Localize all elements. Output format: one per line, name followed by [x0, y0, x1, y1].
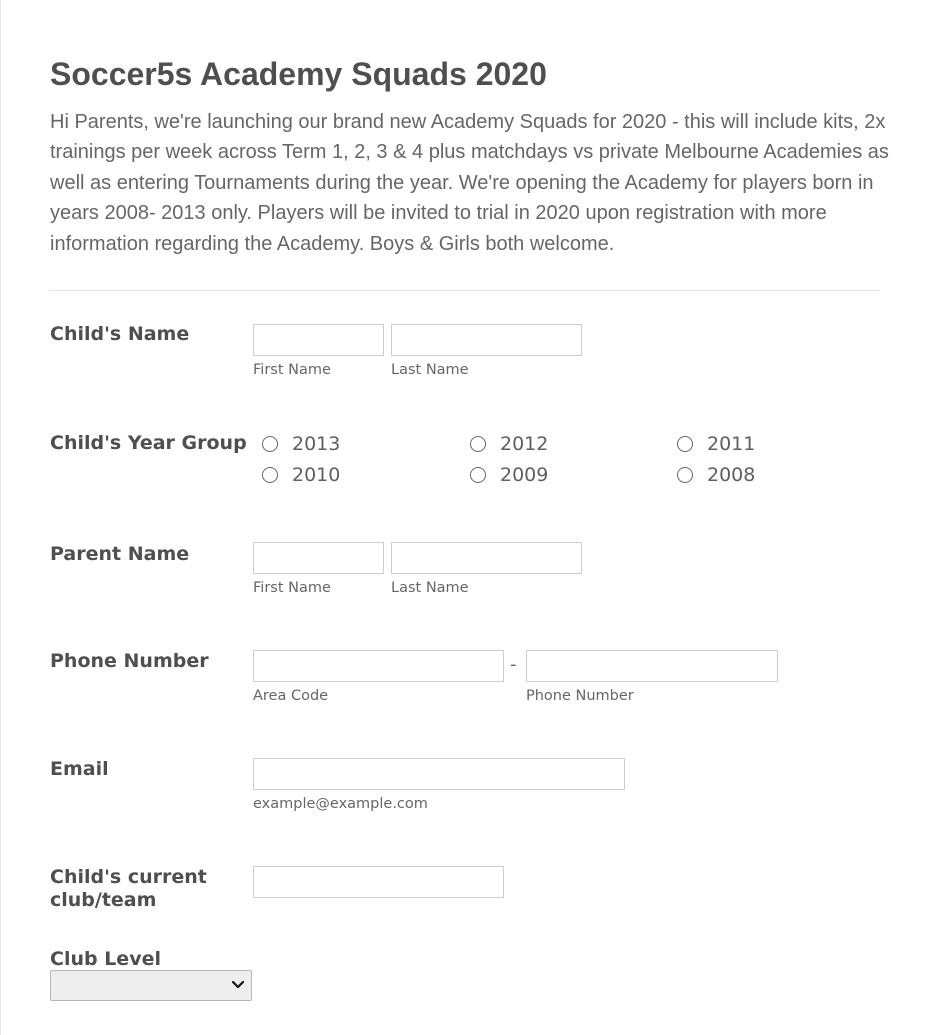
- phone-number-label: Phone Number: [50, 650, 209, 672]
- radio-button[interactable]: [470, 436, 486, 452]
- phone-number-sublabel: Phone Number: [526, 688, 634, 704]
- year-option-2010[interactable]: [262, 464, 340, 486]
- year-option-label: 2012: [500, 433, 549, 455]
- area-code-sublabel: Area Code: [253, 688, 329, 704]
- radio-button[interactable]: [262, 467, 278, 483]
- year-option-label: 2009: [500, 464, 549, 486]
- form-title: Soccer5s Academy Squads 2020: [50, 56, 547, 92]
- parent-last-name-input[interactable]: [391, 542, 582, 574]
- header-divider: [50, 290, 880, 291]
- parent-name-label: Parent Name: [50, 543, 190, 565]
- parent-first-name-sublabel: First Name: [253, 580, 331, 596]
- club-level-label: Club Level: [50, 948, 161, 970]
- form-intro: Hi Parents, we're launching our brand new Academy Squads for 2020 - this will include kits, 2x trainings per week across Term 1, 2, 3 & 4 plus matchdays vs private Melbourne Academies as well as entering Tournaments during the year. We're opening the Academy for players born in years 2008- 2013 only. Players will be invited to trial in 2020 upon registration with more information regarding the Academy. Boys & Girls both welcome.: [50, 111, 889, 255]
- year-option-label: 2011: [707, 433, 756, 455]
- parent-first-name-input[interactable]: [253, 542, 384, 574]
- year-group-label: Child's Year Group: [50, 432, 247, 454]
- phone-separator: -: [510, 654, 517, 675]
- child-last-name-sublabel: Last Name: [391, 362, 469, 378]
- child-last-name-input[interactable]: [391, 324, 582, 356]
- year-option-2008[interactable]: [677, 464, 755, 486]
- current-club-label: Child's current club/team: [50, 866, 207, 911]
- year-option-2011[interactable]: [677, 433, 755, 455]
- year-option-label: 2008: [707, 464, 756, 486]
- year-option-2012[interactable]: [470, 433, 548, 455]
- area-code-input[interactable]: [253, 650, 504, 682]
- year-option-2009[interactable]: [470, 464, 548, 486]
- email-label: Email: [50, 758, 109, 780]
- phone-number-input[interactable]: [526, 650, 778, 682]
- child-first-name-input[interactable]: [253, 324, 384, 356]
- radio-button[interactable]: [262, 436, 278, 452]
- current-club-input[interactable]: [253, 866, 504, 898]
- page-left-border: [0, 0, 1, 1035]
- email-input[interactable]: [253, 758, 625, 790]
- year-option-label: 2010: [292, 464, 341, 486]
- childs-name-label: Child's Name: [50, 323, 190, 345]
- radio-button[interactable]: [470, 467, 486, 483]
- year-option-label: 2013: [292, 433, 341, 455]
- chevron-down-icon: [231, 976, 245, 998]
- child-first-name-sublabel: First Name: [253, 362, 331, 378]
- club-level-select[interactable]: [50, 970, 252, 1001]
- year-option-2013[interactable]: [262, 433, 340, 455]
- radio-button[interactable]: [677, 436, 693, 452]
- radio-button[interactable]: [677, 467, 693, 483]
- email-sublabel: example@example.com: [253, 796, 428, 812]
- parent-last-name-sublabel: Last Name: [391, 580, 469, 596]
